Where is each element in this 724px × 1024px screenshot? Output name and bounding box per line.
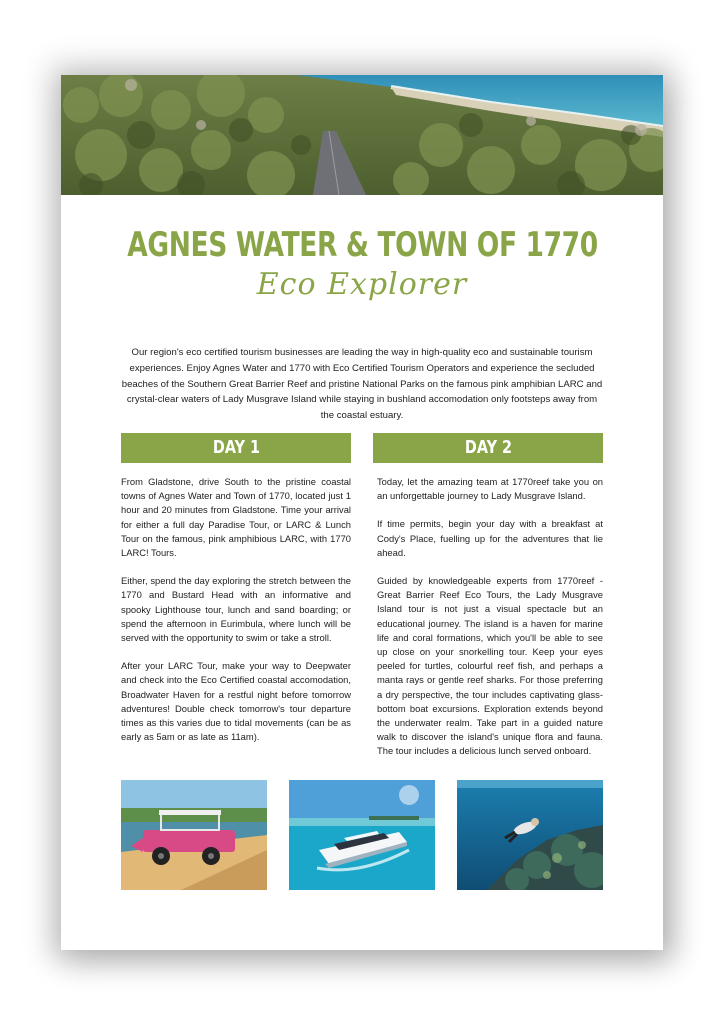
day-1-paragraph: Either, spend the day exploring the stretch between the 1770 and Bustard Head with an informative and spooky Lighthouse tour, lunch and sand boarding; or spend the afternoon in Eurimbula, where lunch will be served with the opportunity to swim or take a stroll.	[121, 575, 351, 644]
day-1-column	[121, 475, 351, 758]
day-2-heading-label: DAY 2	[464, 437, 512, 458]
page-subtitle: Eco Explorer	[256, 267, 468, 302]
day-1-paragraph: After your LARC Tour, make your way to Deepwater and check into the Eco Certified coastal accomodation, Broadwater Haven for a restful night before tomorrow adventures! Double check tomorrow's tour departure times as this varies due to tidal movements (can be as early as 5am or as late as 11am).	[121, 660, 351, 743]
photo-reef-catamaran	[289, 780, 435, 890]
page-title: AGNES WATER & TOWN OF 1770	[127, 225, 598, 265]
day-1-heading	[121, 433, 351, 463]
day-2-column	[377, 475, 603, 773]
page-content	[61, 75, 663, 950]
day-2-paragraph: Guided by knowledgeable experts from 1770reef - Great Barrier Reef Eco Tours, the Lady Musgrave Island tour is not just a visual spectacle but an educational journey. The island is a haven for marine life and coral formations, which you'll be able to see up close on your snorkelling tour. Keep your eyes peeled for turtles, colourful reef fish, and perhaps a manta rays or gentle reef sharks. For those preferring a dry perspective, the tour includes captivating glass-bottom boat excursions. Exploration extends beyond the underwater realm. Take part in a guided nature walk to discover the island's unique flora and fauna. The tour includes a delicious lunch served onboard.	[377, 575, 603, 757]
hero-photo-coastal-road	[61, 75, 663, 195]
day-1-paragraph: From Gladstone, drive South to the pristine coastal towns of Agnes Water and Town of 1770, located just 1 hour and 20 minutes from Gladstone. Time your arrival for either a full day Paradise Tour, or LARC & Lunch Tour on the famous, pink amphibious LARC, with 1770 LARC! Tours.	[121, 476, 351, 559]
day-2-paragraph: Today, let the amazing team at 1770reef take you on an unforgettable journey to Lady Musgrave Island.	[377, 476, 603, 502]
day-1-heading-label: DAY 1	[212, 437, 260, 458]
day-2-heading	[373, 433, 603, 463]
day-2-paragraph: If time permits, begin your day with a breakfast at Cody's Place, fuelling up for the adventures that lie ahead.	[377, 518, 603, 558]
brochure-page	[61, 75, 663, 950]
photo-snorkeller-coral	[457, 780, 603, 890]
intro-paragraph: Our region's eco certified tourism businesses are leading the way in high-quality eco and sustainable tourism experiences. Enjoy Agnes Water and 1770 with Eco Certified Tourism Operators and experience the secluded beaches of the Southern Great Barrier Reef and pristine National Parks on the famous pink amphibian LARC and crystal-clear waters of Lady Musgrave Island while staying in bushland accomodation only footsteps away from the coastal estuary.	[121, 347, 603, 422]
photo-pink-larc-beach	[121, 780, 267, 890]
